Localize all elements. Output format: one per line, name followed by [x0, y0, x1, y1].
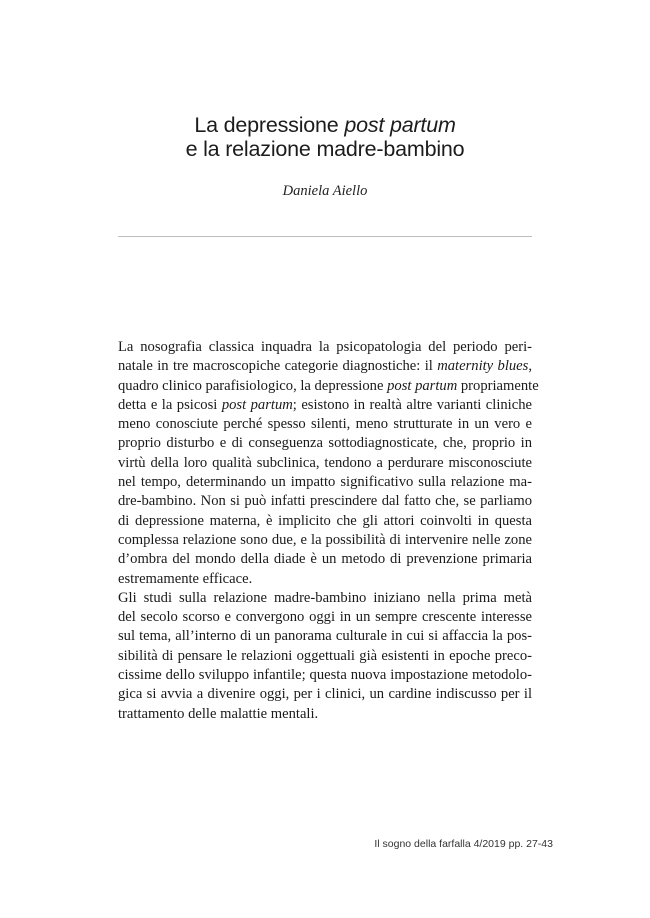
text-run: estremamente efficace. — [118, 570, 253, 587]
author-name: Daniela Aiello — [282, 183, 368, 199]
text-run: La nosografia classica inquadra la psicopatologia del periodo peri- — [118, 339, 532, 355]
text-run: , — [528, 358, 532, 375]
text-run: Gli studi sulla relazione madre-bambino iniziano nella prima metà — [118, 589, 532, 606]
title-line-2: e la relazione madre-bambino — [185, 137, 465, 161]
body-line — [118, 512, 532, 531]
italic-term: post partum — [387, 377, 458, 394]
body-line — [118, 357, 532, 376]
body-line — [118, 570, 532, 589]
body-line — [118, 454, 532, 473]
text-run: nel tempo, determinando un impatto significativo sulla relazione ma- — [118, 474, 532, 491]
article-title — [0, 113, 650, 161]
body-line — [118, 531, 532, 550]
text-run: meno conosciute perché spesso silenti, meno strutturate in un vero e — [118, 416, 532, 433]
body-line — [118, 434, 532, 453]
italic-term: maternity blues — [437, 358, 529, 375]
body-line — [118, 338, 532, 357]
body-line — [118, 377, 539, 396]
text-run: virtù della loro qualità subclinica, tendono a perdurare misconosciute — [118, 454, 532, 471]
text-run: gica si avvia a divenire oggi, per i clinici, un cardine indiscusso per il — [118, 686, 532, 703]
title-italic: post partum — [344, 113, 456, 137]
italic-term: post partum — [221, 396, 293, 413]
text-run: detta e la psicosi — [118, 396, 222, 413]
text-run: proprio disturbo e di conseguenza sottodiagnosticate, che, proprio in — [118, 435, 532, 452]
text-run: dre-bambino. Non si può infatti prescindere dal fatto che, se parliamo — [118, 493, 532, 510]
divider-rule — [118, 236, 532, 237]
text-run: sul tema, all’interno di un panorama culturale in cui si affaccia la pos- — [118, 628, 532, 645]
body-line — [118, 608, 532, 627]
body-line — [118, 647, 532, 666]
text-run: natale in tre macroscopiche categorie diagnostiche: il — [118, 358, 438, 375]
text-run: sibilità di pensare le relazioni oggettuali già esistenti in epoche preco- — [118, 647, 532, 664]
body-line — [118, 550, 532, 569]
text-run: propriamente — [457, 377, 539, 394]
body-line — [118, 473, 532, 492]
body-line — [118, 415, 532, 434]
text-run: del secolo scorso e convergono oggi in un sempre crescente interesse — [118, 609, 532, 626]
text-run: trattamento delle malattie mentali. — [118, 705, 319, 722]
body-line — [118, 705, 532, 724]
body-line — [118, 492, 532, 511]
body-line — [118, 666, 532, 685]
text-run: ; esistono in realtà altre varianti cliniche — [292, 396, 532, 413]
text-run: quadro clinico parafisiologico, la depressione — [118, 377, 388, 394]
body-line — [118, 627, 532, 646]
text-run: di depressione materna, è implicito che gli attori coinvolti in questa — [118, 512, 532, 529]
body-line — [118, 685, 532, 704]
title-prefix: La depressione — [194, 113, 339, 137]
text-run: cissime dello sviluppo infantile; questa nuova impostazione metodolo- — [118, 667, 532, 684]
title-line-1 — [0, 113, 650, 137]
text-run: d’ombra del mondo della diade è un metodo di prevenzione primaria — [118, 551, 532, 568]
body-line — [118, 396, 532, 415]
body-text — [118, 338, 539, 724]
text-run: complessa relazione sono due, e la possibilità di intervenire nelle zone — [118, 531, 532, 548]
footer-citation: Il sogno della farfalla 4/2019 pp. 27-43 — [374, 838, 553, 850]
body-line — [118, 589, 532, 608]
